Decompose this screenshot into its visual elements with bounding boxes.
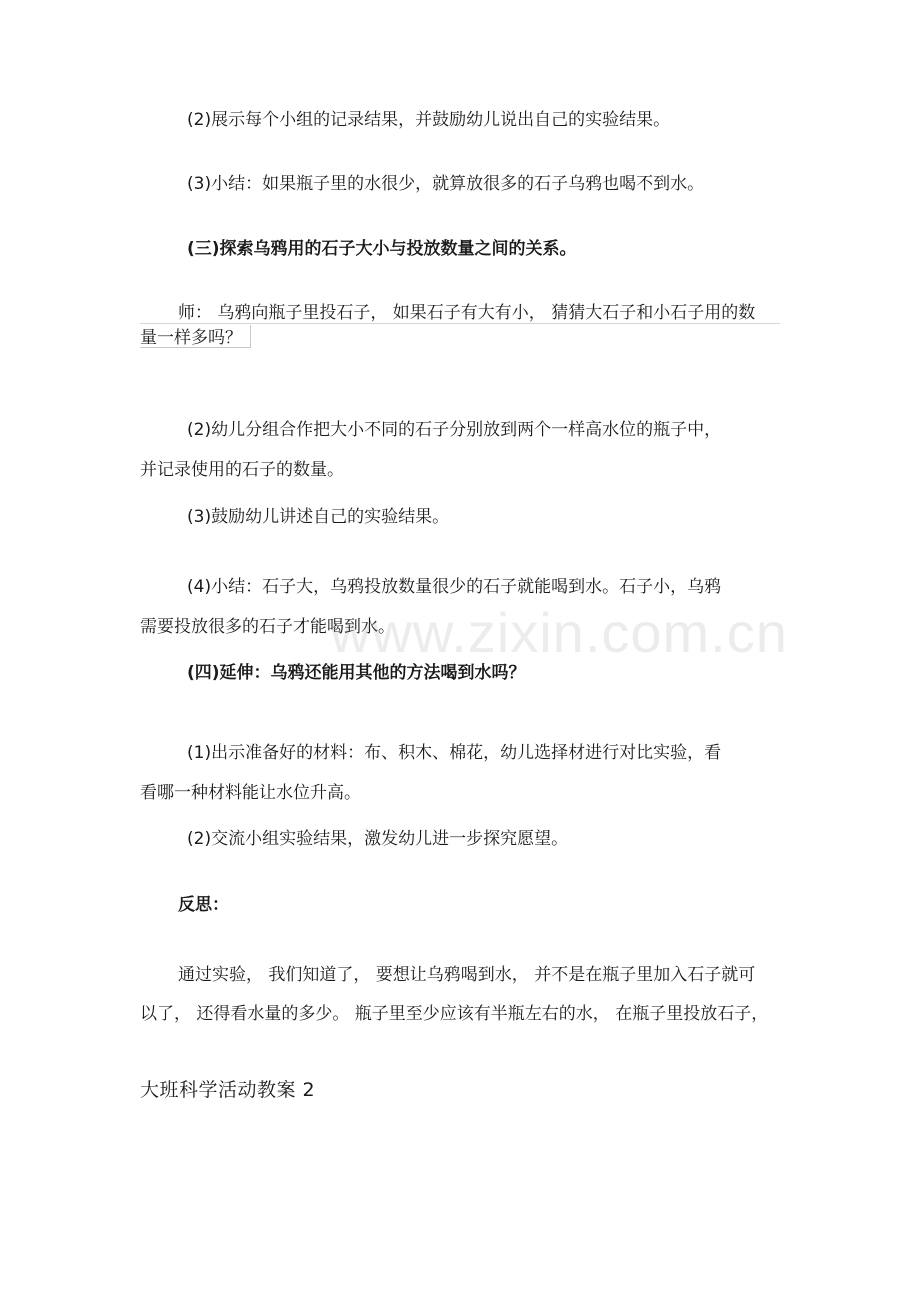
reflection-title: 反思： [178,895,229,915]
paragraph-reflection-line2: 以了， 还得看水量的多少。 瓶子里至少应该有半瓶左右的水， 在瓶子里投放石子， [140,1004,769,1024]
paragraph-summary-little-water: (3)小结：如果瓶子里的水很少，就算放很多的石子乌鸦也喝不到水。 [187,174,705,194]
paragraph-summary-stones-line1: (4)小结：石子大，乌鸦投放数量很少的石子就能喝到水。石子小，乌鸦 [187,577,722,597]
heading-section-four: (四)延伸：乌鸦还能用其他的方法喝到水吗？ [187,663,526,683]
paragraph-group-work-line2: 并记录使用的石子的数量。 [140,460,344,480]
paragraph-teacher-question-line2: 量一样多吗？ [140,328,242,348]
paragraph-show-results: (2)展示每个小组的记录结果，并鼓励幼儿说出自己的实验结果。 [187,110,671,130]
paragraph-materials-line2: 看哪一种材料能让水位升高。 [140,783,361,803]
paragraph-summary-stones-line2: 需要投放很多的石子才能喝到水。 [140,617,395,637]
paragraph-reflection-line1: 通过实验， 我们知道了， 要想让乌鸦喝到水， 并不是在瓶子里加入石子就可 [178,965,756,985]
watermark: www.zixin.com.cn [330,601,788,664]
heading-section-three: (三)探索乌鸦用的石子大小与投放数量之间的关系。 [187,239,577,259]
paragraph-encourage-describe: (3)鼓励幼儿讲述自己的实验结果。 [187,507,450,527]
section-title: 大班科学活动教案 2 [140,1079,316,1101]
paragraph-materials-line1: (1)出示准备好的材料：布、积木、棉花，幼儿选择材进行对比实验，看 [187,743,722,763]
text-frame-border [140,325,251,348]
paragraph-group-work-line1: (2)幼儿分组合作把大小不同的石子分别放到两个一样高水位的瓶子中， [187,420,722,440]
paragraph-exchange-results: (2)交流小组实验结果，激发幼儿进一步探究愿望。 [187,829,569,849]
paragraph-teacher-question-line1: 师： 乌鸦向瓶子里投石子， 如果石子有大有小， 猜猜大石子和小石子用的数 [178,303,756,323]
